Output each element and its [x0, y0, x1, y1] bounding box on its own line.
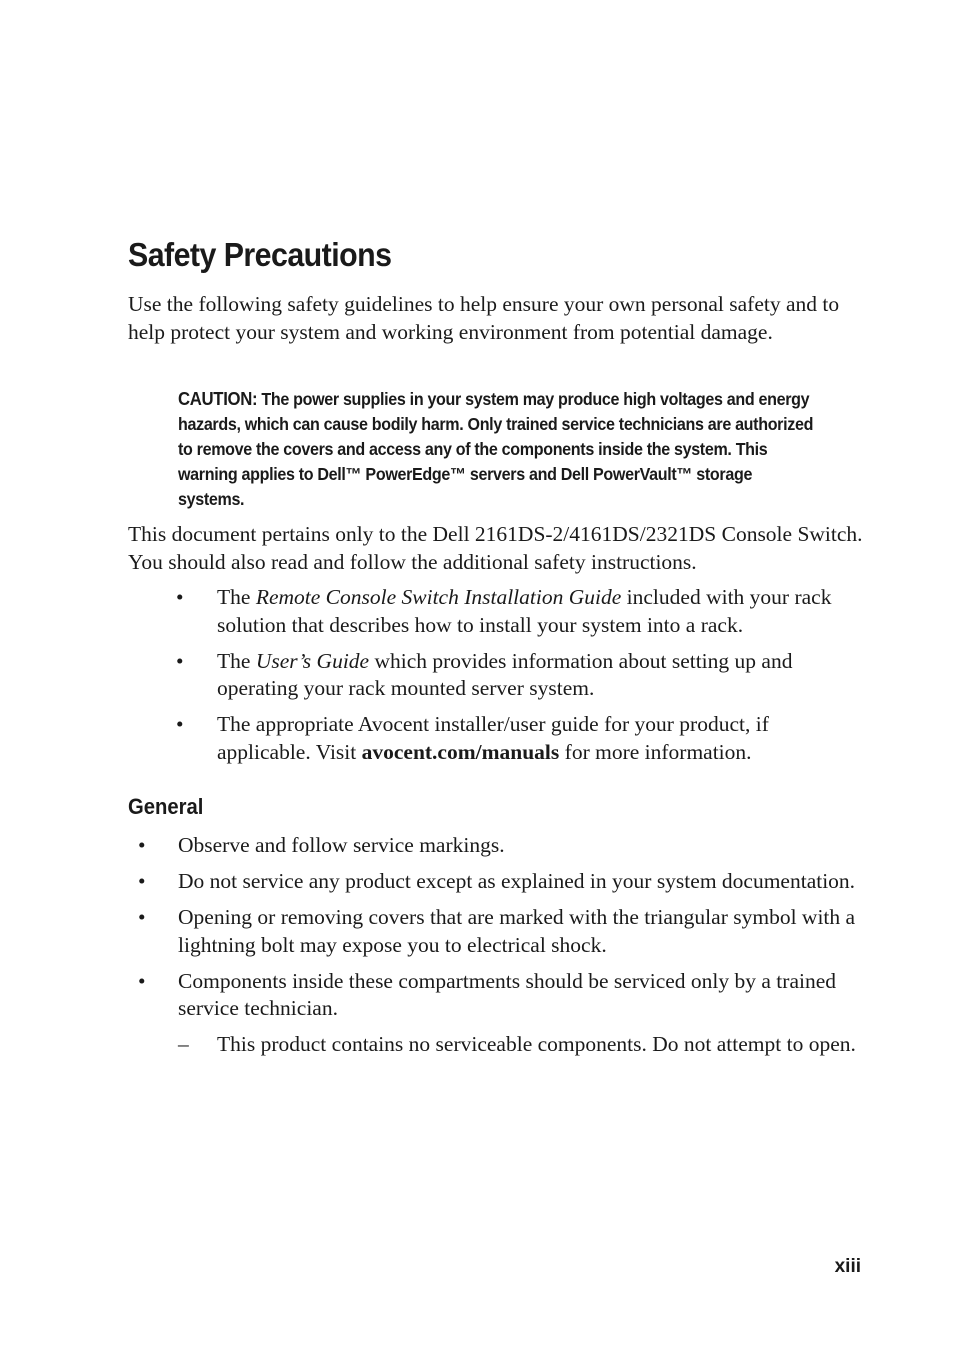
guide-title: User’s Guide [255, 648, 370, 673]
bullet-icon: • [176, 712, 184, 736]
list-item-text: The [217, 585, 256, 609]
list-item [138, 868, 858, 896]
section-heading-general: General [128, 794, 204, 819]
page-title: Safety Precautions [128, 236, 392, 273]
caution-text: The power supplies in your system may produce high voltages and energy hazards, which can cause bodily harm. Only trained service technicians are authorized to remove the covers and access any of the components inside the system. This warning applies to Dell™ PowerEdge™ servers and Dell PowerVault™ storage systems. [178, 389, 814, 509]
bullet-icon: • [176, 648, 184, 673]
list-item-text: Observe and follow service markings. [178, 833, 505, 857]
general-list [138, 832, 858, 1059]
page-number: xiii [834, 1256, 861, 1277]
dash-icon: – [178, 1032, 189, 1056]
additional-instructions-list [176, 584, 866, 775]
intro-paragraph: Use the following safety guidelines to help ensure your own personal safety and to help protect your system and working environment from potential damage. [128, 292, 840, 344]
list-item-text: for more information. [559, 739, 752, 764]
list-item-text: The [217, 648, 256, 673]
list-item-text: Components inside these compartments should be serviced only by a trained service technician. [178, 968, 836, 1020]
list-item [138, 832, 858, 860]
caution-notice [178, 387, 820, 512]
list-item-text: Do not service any product except as explained in your system documentation. [178, 869, 856, 893]
list-item [138, 904, 858, 959]
sub-list-item-text: This product contains no serviceable components. Do not attempt to open. [217, 1032, 856, 1056]
list-item-text: which provides information about setting up and operating your rack mounted server system. [217, 648, 793, 700]
list-item [176, 648, 866, 703]
caution-label: CAUTION: [178, 389, 258, 409]
bullet-icon: • [138, 833, 146, 857]
sub-list-item [138, 1031, 858, 1059]
list-item [176, 711, 866, 766]
bullet-icon: • [138, 968, 146, 993]
list-item [176, 584, 866, 639]
bullet-icon: • [176, 585, 184, 609]
list-item-text: Opening or removing covers that are marked with the triangular symbol with a lightning bolt may expose you to electrical shock. [178, 905, 856, 957]
guide-title: Remote Console Switch Installation Guide [255, 585, 622, 609]
bullet-icon: • [138, 905, 146, 929]
list-item-text: included with your rack solution that describes how to install your system into a rack. [217, 585, 832, 637]
list-item [138, 968, 858, 1023]
manuals-link[interactable]: avocent.com/manuals [361, 739, 560, 764]
pertains-paragraph: This document pertains only to the Dell 2161DS-2/4161DS/2321DS Console Switch. You should also read and follow the additional safety instructions. [128, 522, 863, 574]
bullet-icon: • [138, 869, 146, 893]
list-item-text: The appropriate Avocent installer/user guide for your product, if applicable. Visit [217, 712, 769, 764]
